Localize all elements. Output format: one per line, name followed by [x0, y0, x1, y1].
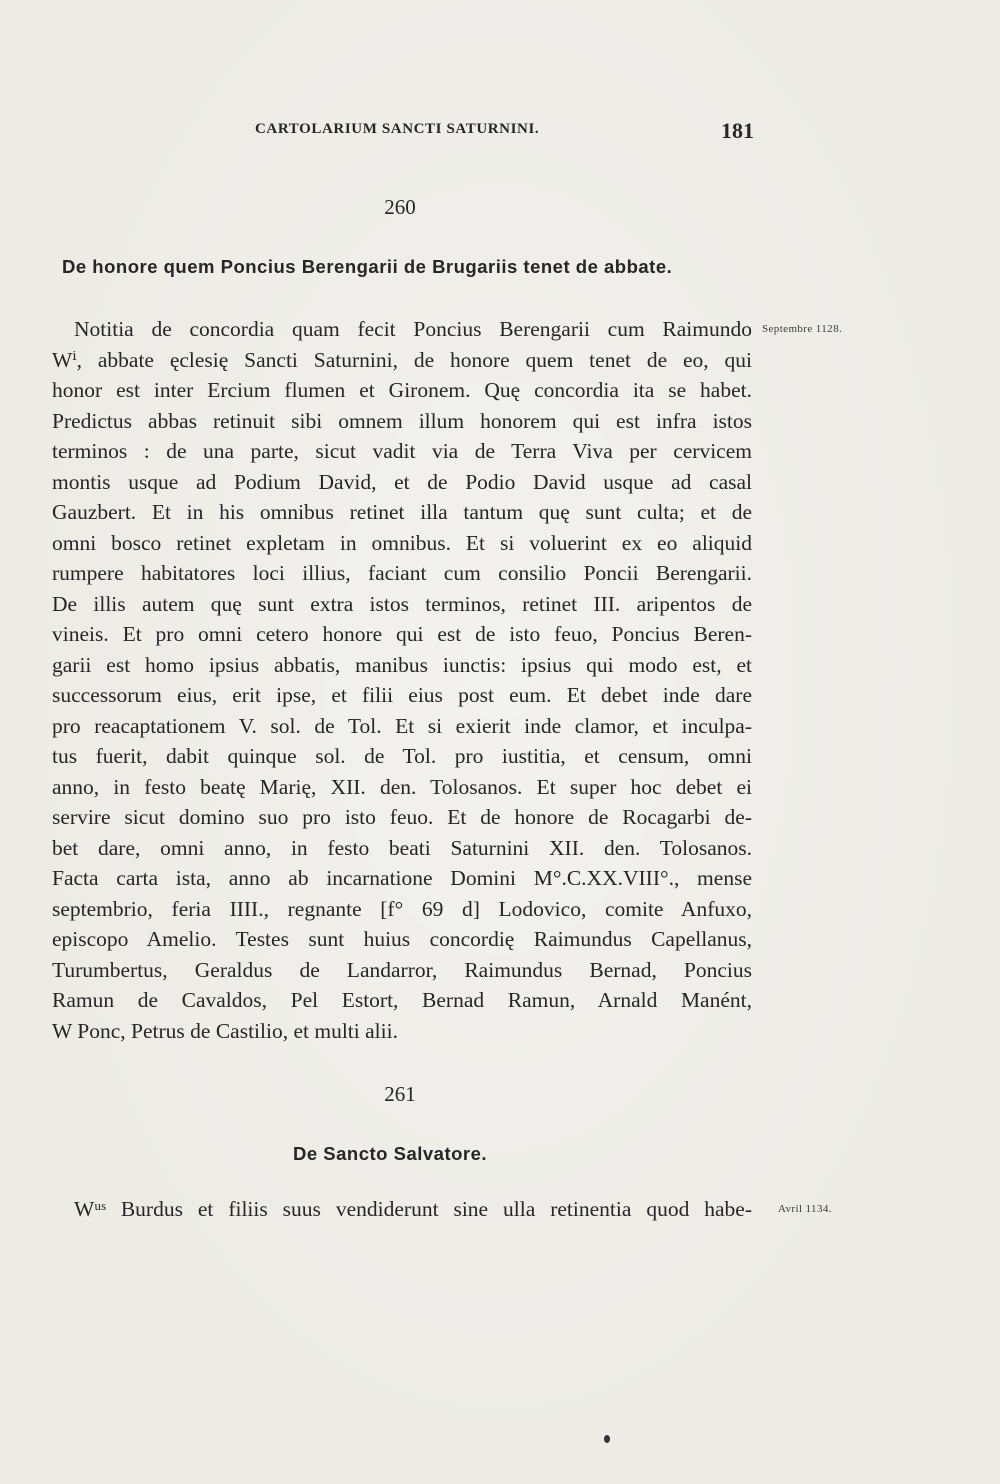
- text-line: De illis autem quę sunt extra istos terminos, retinet III. aripentos de: [52, 591, 752, 616]
- charter-number-261: 261: [384, 1082, 416, 1106]
- ink-mark: [604, 1435, 610, 1443]
- text-line: Gauzbert. Et in his omnibus retinet illa tantum quę sunt culta; et de: [52, 500, 752, 524]
- text-line: successorum eius, erit ipse, et filii eius post eum. Et debet inde dare: [52, 683, 752, 707]
- text-line: septembrio, feria IIII., regnante [f° 69 d] Lodovico, comite Anfuxo,: [52, 896, 752, 921]
- charter-text-261: [74, 1194, 752, 1225]
- text-line: rumpere habitatores loci illius, faciant cum consilio Poncii Berengarii.: [52, 561, 752, 585]
- text-line: tus fuerit, dabit quinque sol. de Tol. pro iustitia, et censum, omni: [52, 744, 752, 768]
- text-line: pro reacaptationem V. sol. de Tol. Et si exierit inde clamor, et inculpa-: [52, 713, 752, 738]
- text-line: Ramun de Cavaldos, Pel Estort, Bernad Ramun, Arnald Manént,: [52, 988, 752, 1012]
- running-title: CARTOLARIUM SANCTI SATURNINI.: [255, 121, 540, 137]
- text-line: Wᵘˢ Burdus et filiis suus vendiderunt sine ulla retinentia quod habe-: [74, 1197, 752, 1221]
- text-line: montis usque ad Podium David, et de Podio David usque ad casal: [52, 469, 752, 494]
- text-line: W Ponc, Petrus de Castilio, et multi alii.: [52, 1018, 398, 1043]
- charter-title-261: De Sancto Salvatore.: [293, 1143, 488, 1164]
- charter-text-260: [52, 314, 752, 1046]
- text-line: vineis. Et pro omni cetero honore qui est de isto feuo, Poncius Beren-: [52, 622, 752, 646]
- text-line: episcopo Amelio. Testes sunt huius concordię Raimundus Capellanus,: [52, 927, 752, 951]
- page-number: 181: [721, 118, 754, 143]
- charter-title-260: De honore quem Poncius Berengarii de Brugariis tenet de abbate.: [62, 256, 673, 277]
- text-line: honor est inter Ercium flumen et Gironem. Quę concordia ita se habet.: [52, 378, 752, 402]
- text-line: terminos : de una parte, sicut vadit via de Terra Viva per cervicem: [52, 439, 752, 463]
- charter-number-260: 260: [384, 195, 416, 219]
- text-line: servire sicut domino suo pro isto feuo. Et de honore de Rocagarbi de-: [52, 805, 752, 829]
- margin-date-260: Septembre 1128.: [762, 323, 843, 335]
- text-line: Turumbertus, Geraldus de Landarror, Raimundus Bernad, Poncius: [52, 957, 752, 982]
- text-line: omni bosco retinet expletam in omnibus. Et si voluerint ex eo aliquid: [52, 530, 752, 555]
- text-line: garii est homo ipsius abbatis, manibus iunctis: ipsius qui modo est, et: [52, 652, 752, 677]
- text-line: Predictus abbas retinuit sibi omnem illum honorem qui est infra istos: [52, 408, 752, 433]
- text-line: Wⁱ, abbate ęclesię Sancti Saturnini, de honore quem tenet de eo, qui: [52, 347, 752, 372]
- text-line: Notitia de concordia quam fecit Poncius Berengarii cum Raimundo: [74, 317, 752, 341]
- text-line: bet dare, omni anno, in festo beati Saturnini XII. den. Tolosanos.: [52, 835, 752, 860]
- text-line: Facta carta ista, anno ab incarnatione Domini M°.C.XX.VIII°., mense: [52, 866, 752, 890]
- margin-date-261: Avril 1134.: [778, 1203, 832, 1215]
- text-line: anno, in festo beatę Marię, XII. den. Tolosanos. Et super hoc debet ei: [52, 774, 752, 799]
